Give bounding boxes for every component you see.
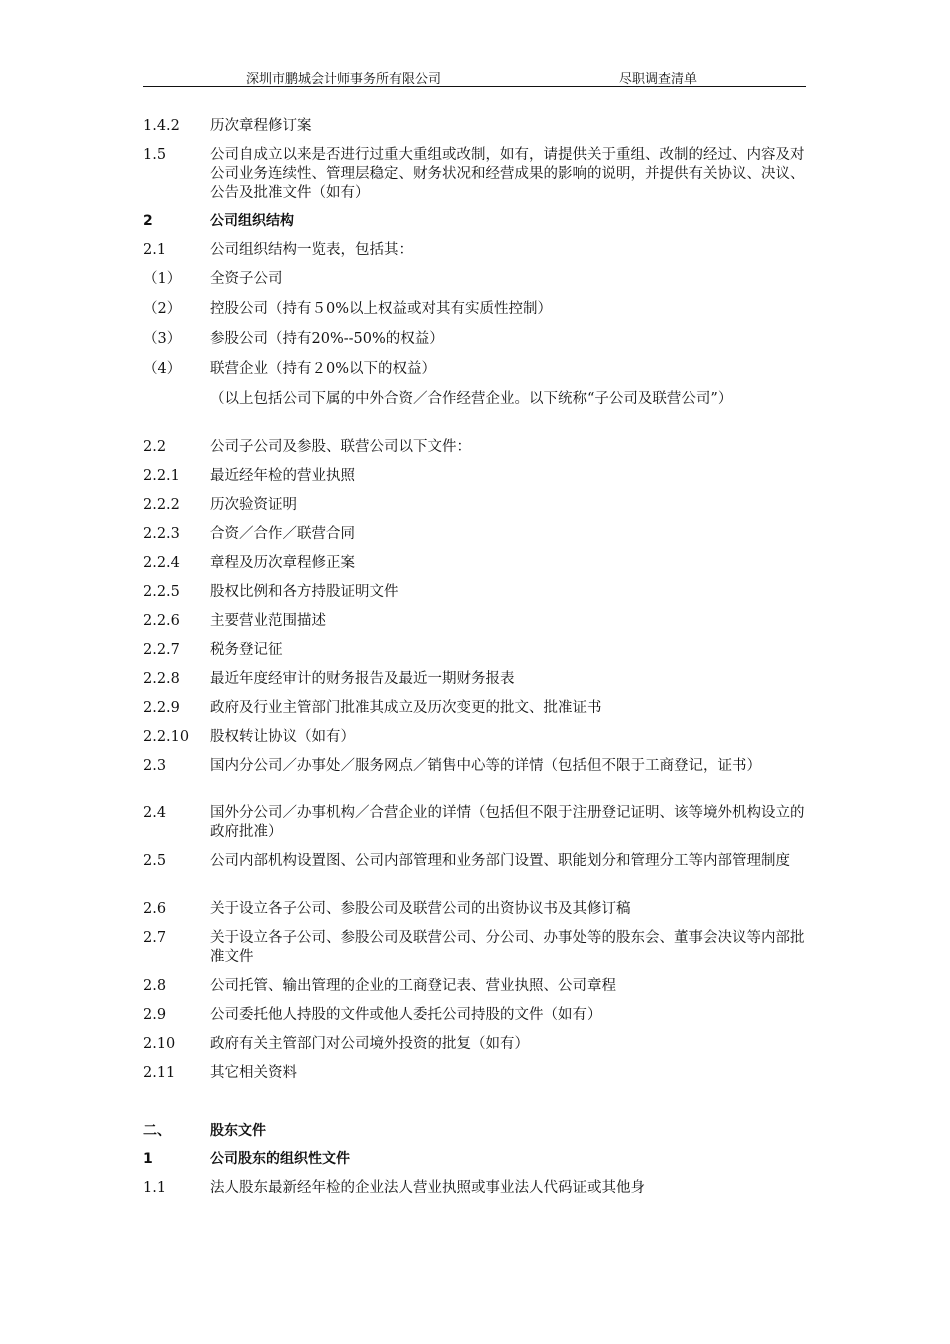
item-number: （3） [143,331,182,347]
item-text: 公司委托他人持股的文件或他人委托公司持股的文件（如有） [210,1007,602,1023]
page-header [143,64,806,87]
item-number: 2.5 [143,853,167,869]
item-number: 2.3 [143,758,167,774]
item-text: 关于设立各子公司、参股公司及联营公司、分公司、办事处等的股东会、董事会决议等内部批准文件 [210,930,805,965]
header-document-title: 尽职调查清单 [619,72,698,87]
item-number: 1.1 [143,1180,167,1196]
item-text: 联营企业（持有２0%以下的权益） [210,361,437,377]
item-number: （2） [143,301,182,317]
item-text: 公司自成立以来是否进行过重大重组或改制，如有，请提供关于重组、改制的经过、内容及对公司业务连续性、管理层稳定、财务状况和经营成果的影响的说明，并提供有关协议、决议、公告及批准文件（如有） [210,147,805,201]
item-text: 章程及历次章程修正案 [210,555,355,571]
item-number: 1.5 [143,147,167,163]
item-number: （4） [143,361,182,377]
item-text: 公司内部机构设置图、公司内部管理和业务部门设置、职能划分和管理分工等内部管理制度 [210,853,790,869]
item-text: 公司组织结构一览表，包括其： [210,242,413,258]
item-text: 股权转让协议（如有） [210,729,355,745]
item-text: 公司组织结构 [210,213,294,229]
item-number: 2.4 [143,805,167,821]
item-text: 股东文件 [210,1123,266,1139]
item-text: 公司子公司及参股、联营公司以下文件： [210,439,471,455]
item-number: （1） [143,271,182,287]
item-number: 2.2.9 [143,700,180,716]
item-number: 1 [143,1151,153,1167]
item-text: 历次章程修订案 [210,118,312,134]
item-text: 国内分公司／办事处／服务网点／销售中心等的详情（包括但不限于工商登记，证书） [210,758,761,774]
item-text: 关于设立各子公司、参股公司及联营公司的出资协议书及其修订稿 [210,901,631,917]
item-text: 控股公司（持有５0%以上权益或对其有实质性控制） [210,301,553,317]
item-number: 2.2.10 [143,729,190,745]
item-number: 2.9 [143,1007,167,1023]
item-number: 2.7 [143,930,167,946]
item-number: 2.11 [143,1065,176,1081]
item-number: 2.1 [143,242,167,258]
item-number: 2.2 [143,439,167,455]
item-number: 二、 [143,1123,171,1139]
item-text: 政府及行业主管部门批准其成立及历次变更的批文、批准证书 [210,700,602,716]
item-text: 历次验资证明 [210,497,297,513]
item-number: 2.2.4 [143,555,180,571]
header-company: 深圳市鹏城会计师事务所有限公司 [246,72,442,87]
item-number: 2.2.3 [143,526,180,542]
item-text: 税务登记征 [210,642,283,658]
item-text: 法人股东最新经年检的企业法人营业执照或事业法人代码证或其他身 [210,1180,645,1196]
item-text: 政府有关主管部门对公司境外投资的批复（如有） [210,1036,529,1052]
item-text: 股权比例和各方持股证明文件 [210,584,399,600]
item-text: 国外分公司／办事机构／合营企业的详情（包括但不限于注册登记证明、该等境外机构设立的政府批准） [210,805,805,840]
item-text: 主要营业范围描述 [210,613,326,629]
item-number: 2.8 [143,978,167,994]
item-text: 合资／合作／联营合同 [210,526,355,542]
item-number: 2.2.5 [143,584,180,600]
item-number: 2.2.8 [143,671,180,687]
item-text: 其它相关资料 [210,1065,297,1081]
item-number: 1.4.2 [143,118,180,134]
item-text: 公司股东的组织性文件 [210,1151,350,1167]
item-number: 2.6 [143,901,167,917]
item-text: 参股公司（持有20%--50%的权益） [210,331,444,347]
item-number: 2.2.1 [143,468,180,484]
item-text: 全资子公司 [210,271,283,287]
item-text: 最近经年检的营业执照 [210,468,355,484]
item-text: 最近年度经审计的财务报告及最近一期财务报表 [210,671,515,687]
item-number: 2.10 [143,1036,176,1052]
item-text: （以上包括公司下属的中外合资／合作经营企业。以下统称“子公司及联营公司”） [210,391,733,407]
item-number: 2 [143,213,153,229]
item-number: 2.2.6 [143,613,180,629]
item-text: 公司托管、输出管理的企业的工商登记表、营业执照、公司章程 [210,978,616,994]
item-number: 2.2.7 [143,642,180,658]
item-number: 2.2.2 [143,497,180,513]
